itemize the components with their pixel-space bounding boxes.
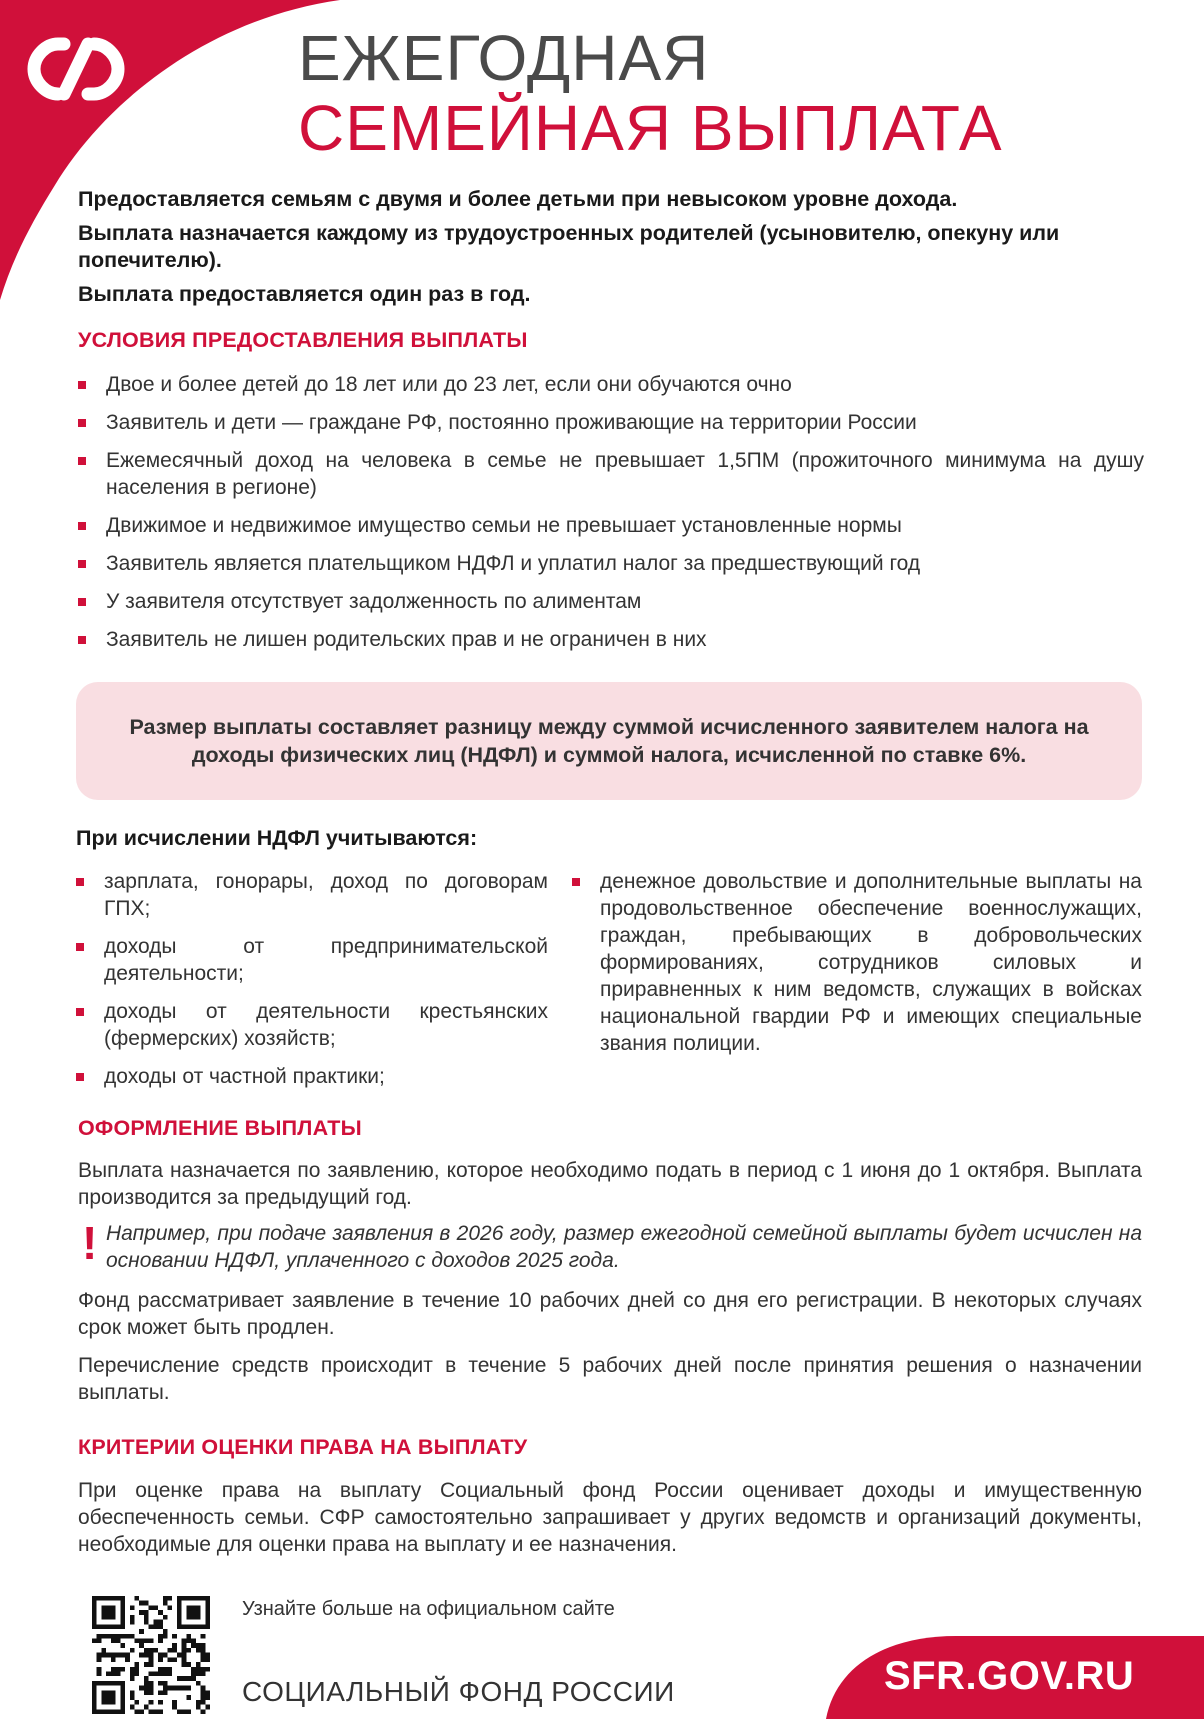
qr-code-icon	[92, 1596, 210, 1714]
condition-item: Ежемесячный доход на человека в семье не превышает 1,5ПМ (прожиточного минимума на душу населения в регионе)	[78, 447, 1144, 501]
application-paragraph: Выплата назначается по заявлению, которое необходимо подать в период с 1 июня до 1 октября. Выплата производится за предыдущий год.	[78, 1159, 1142, 1209]
ndfl-item: доходы от предпринимательской деятельности;	[76, 933, 548, 987]
application-heading: ОФОРМЛЕНИЕ ВЫПЛАТЫ	[78, 1116, 362, 1140]
intro-paragraph: Выплата предоставляется один раз в год.	[78, 282, 531, 306]
intro-paragraph: Выплата назначается каждому из трудоустроенных родителей (усыновителю, опекуну или попечителю).	[78, 221, 1060, 272]
ndfl-heading: При исчислении НДФЛ учитываются:	[76, 826, 478, 850]
ndfl-item: доходы от деятельности крестьянских (фермерских) хозяйств;	[76, 998, 548, 1052]
example-note	[78, 1217, 1142, 1276]
conditions-list	[78, 371, 1144, 664]
ndfl-item: доходы от частной практики;	[76, 1063, 548, 1090]
condition-item: Заявитель является плательщиком НДФЛ и уплатил налог за предшествующий год	[78, 550, 1144, 577]
page-title-line1: ЕЖЕГОДНАЯ	[298, 22, 710, 94]
exclamation-icon: !	[82, 1217, 98, 1269]
footer-note: Узнайте больше на официальном сайте	[242, 1598, 615, 1620]
sfr-logo-icon	[20, 28, 132, 110]
example-note-text: Например, при подаче заявления в 2026 году, размер ежегодной семейной выплаты будет исчислен на основании НДФЛ, уплаченного с доходов 2025 года.	[106, 1222, 1142, 1272]
website-link[interactable]: SFR.GOV.RU	[884, 1654, 1135, 1698]
condition-item: У заявителя отсутствует задолженность по алиментам	[78, 588, 1144, 615]
conditions-heading: УСЛОВИЯ ПРЕДОСТАВЛЕНИЯ ВЫПЛАТЫ	[78, 328, 528, 352]
condition-item: Движимое и недвижимое имущество семьи не превышает установленные нормы	[78, 512, 1144, 539]
condition-item: Двое и более детей до 18 лет или до 23 лет, если они обучаются очно	[78, 371, 1144, 398]
intro-paragraph: Предоставляется семьям с двумя и более детьми при невысоком уровне дохода.	[78, 187, 958, 211]
footer-org-name: СОЦИАЛЬНЫЙ ФОНД РОССИИ	[242, 1676, 675, 1707]
transfer-paragraph: Перечисление средств происходит в течение 5 рабочих дней после принятия решения о назначении выплаты.	[78, 1354, 1142, 1404]
intro-block	[78, 186, 1142, 315]
criteria-heading: КРИТЕРИИ ОЦЕНКИ ПРАВА НА ВЫПЛАТУ	[78, 1435, 528, 1459]
payment-size-callout	[76, 682, 1142, 800]
criteria-paragraph: При оценке права на выплату Социальный фонд России оценивает доходы и имущественную обеспеченность семьи. СФР самостоятельно запрашивает у других ведомств и организаций документы, необходимые для оценки права на выплату и ее назначения.	[78, 1479, 1142, 1556]
payment-size-text: Размер выплаты составляет разницу между суммой исчисленного заявителем налога на доходы физических лиц (НДФЛ) и суммой налога, исчисленной по ставке 6%.	[129, 715, 1089, 767]
ndfl-list-left	[76, 868, 548, 1101]
review-paragraph: Фонд рассматривает заявление в течение 10 рабочих дней со дня его регистрации. В некоторых случаях срок может быть продлен.	[78, 1289, 1142, 1339]
condition-item: Заявитель не лишен родительских прав и не ограничен в них	[78, 626, 1144, 653]
ndfl-item: зарплата, гонорары, доход по договорам ГПХ;	[76, 868, 548, 922]
ndfl-item: денежное довольствие и дополнительные выплаты на продовольственное обеспечение военнослужащих, граждан, пребывающих в добровольческих формированиях, сотрудников силовых и приравненных к ним ведомств, служащих в войсках национальной гвардии РФ и имеющих специальные звания полиции.	[572, 868, 1142, 1057]
ndfl-list-right	[572, 868, 1142, 1057]
page-title-line2: СЕМЕЙНАЯ ВЫПЛАТА	[298, 92, 1003, 164]
condition-item: Заявитель и дети — граждане РФ, постоянно проживающие на территории России	[78, 409, 1144, 436]
